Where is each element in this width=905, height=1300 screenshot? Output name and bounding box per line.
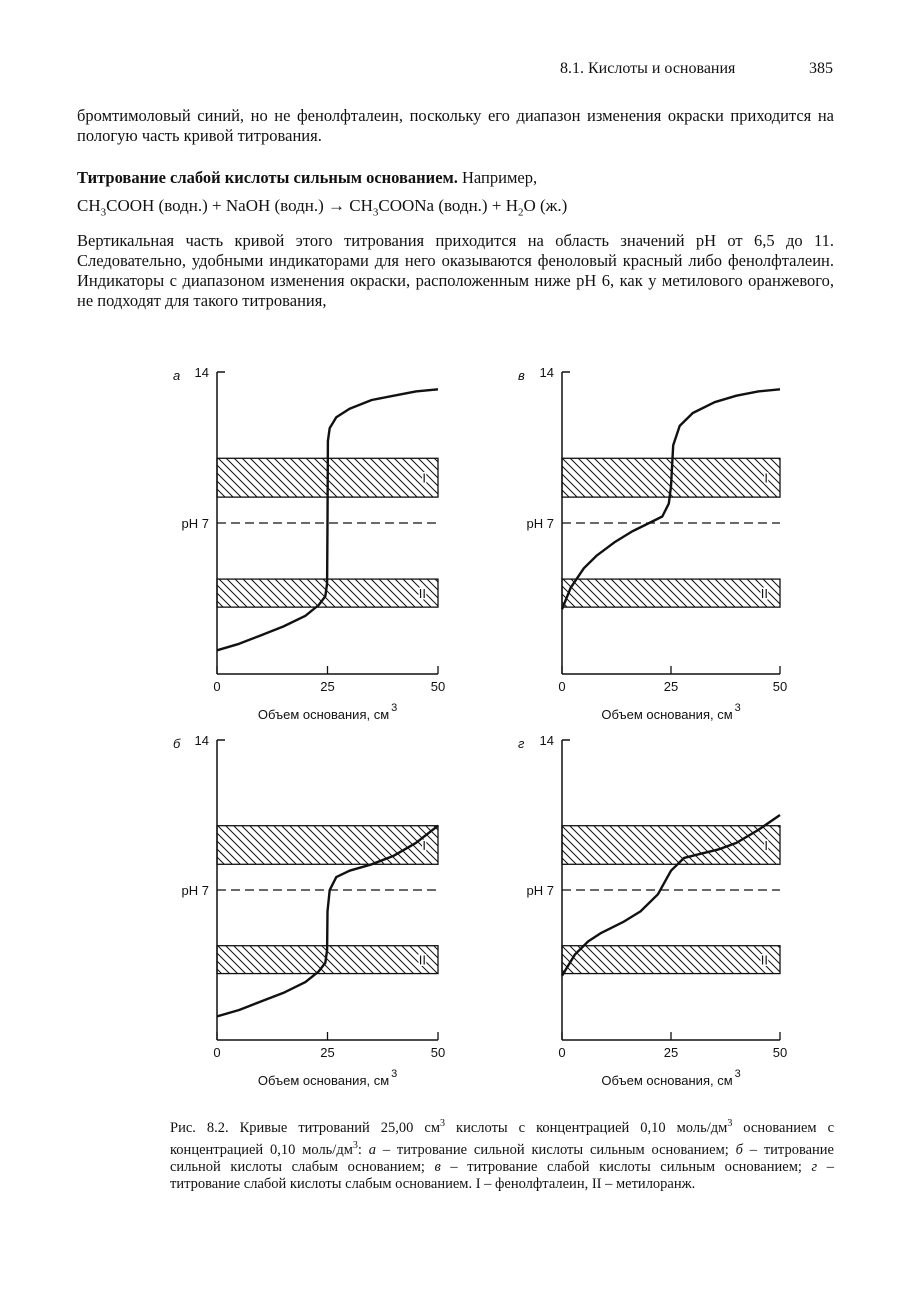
y-tick-label-ph7: pH 7 [526, 883, 554, 898]
y-tick-label-top: 14 [539, 733, 554, 748]
paragraph-1: бромтимоловый синий, но не фенолфталеин, поскольку его диапазон изменения окраски приходится на пологую часть кривой титрования. [77, 106, 834, 145]
chart-panel-3 [518, 365, 787, 722]
eq-arrow: → [323, 196, 350, 215]
eq-product-2b: O (ж.) [523, 196, 568, 215]
indicator-band-2 [562, 579, 780, 607]
x-tick-label: 0 [213, 679, 221, 694]
x-tick-label: 25 [663, 679, 679, 694]
y-tick-label-ph7: pH 7 [526, 516, 554, 531]
page-number: 385 [809, 60, 833, 77]
indicator-band-label: I [422, 838, 426, 853]
titration-curve [217, 389, 438, 650]
eq-product-1a: CH [349, 196, 373, 215]
eq-reactant-1a: CH [77, 196, 101, 215]
y-tick-label-ph7: pH 7 [181, 516, 209, 531]
x-axis-label-sup: 3 [734, 1068, 741, 1080]
indicator-band-label: I [764, 838, 768, 853]
x-axis-label-sup: 3 [391, 1068, 398, 1080]
caption-label-b: б [735, 1141, 743, 1158]
caption-s2: 3 [727, 1118, 733, 1129]
caption-t3: основанием с концентрацией 0,10 моль/дм [170, 1119, 835, 1158]
indicator-band-label: I [422, 470, 426, 486]
caption-t7: – титрование слабой кислоты сильным основанием; [440, 1158, 812, 1175]
x-tick-label: 0 [558, 1045, 566, 1060]
y-tick-label-top: 14 [194, 365, 209, 380]
indicator-band-1 [562, 826, 780, 865]
x-tick-label: 0 [558, 679, 566, 694]
panel-letter: в [518, 368, 525, 383]
y-tick-label-top: 14 [194, 733, 209, 748]
indicator-band-label: II [418, 952, 426, 968]
x-tick-label: 50 [772, 1045, 788, 1060]
running-head-section: 8.1. Кислоты и основания [560, 60, 736, 77]
caption-t2: кислоты с концентрацией 0,10 моль/дм [445, 1119, 728, 1136]
caption-t5: – титрование сильной кислоты сильным основанием; [376, 1141, 736, 1158]
chart-panel-4 [518, 733, 787, 1088]
eq-product-2-sub: 2 [517, 206, 524, 219]
eq-product-1b: COONa (водн.) [378, 196, 488, 215]
chart-panel-2 [173, 733, 445, 1088]
titration-curve [562, 389, 780, 609]
eq-product-1-sub: 3 [372, 206, 379, 219]
figure-caption [170, 1115, 834, 1193]
x-axis-label-sup: 3 [391, 702, 398, 714]
x-tick-label: 0 [213, 1045, 221, 1060]
eq-reactant-1-sub: 3 [100, 206, 107, 219]
y-tick-label-ph7: pH 7 [181, 883, 209, 898]
caption-s3: 3 [352, 1139, 358, 1151]
section-heading-bold: Титрование слабой кислоты сильным основанием. [77, 168, 458, 187]
section-heading-rest: Например, [457, 168, 538, 187]
caption-s1: 3 [440, 1118, 446, 1129]
caption-t4: : [357, 1141, 369, 1158]
y-tick-label-top: 14 [539, 365, 554, 380]
eq-reactant-2: NaOH (водн.) [225, 196, 324, 215]
x-axis-label: Объем основания, см [601, 1073, 733, 1088]
x-axis-label-sup: 3 [734, 702, 741, 714]
x-axis-label: Объем основания, см [601, 707, 733, 722]
caption-t1: Рис. 8.2. Кривые титрований 25,00 см [170, 1119, 441, 1136]
x-tick-label: 25 [320, 1045, 335, 1060]
indicator-band-label: II [760, 586, 768, 602]
indicator-band-label: I [764, 470, 768, 486]
panel-letter: г [518, 736, 525, 751]
x-axis-label: Объем основания, см [257, 1073, 390, 1088]
x-tick-label: 50 [430, 1045, 446, 1060]
chart-panel-1 [173, 365, 445, 722]
panel-letter: а [173, 368, 181, 383]
x-tick-label: 50 [430, 679, 446, 694]
caption-t6: – титрование сильной кислоты слабым основанием; [170, 1141, 834, 1175]
indicator-band-label: II [418, 586, 426, 602]
indicator-band-1 [217, 826, 438, 865]
indicator-band-2 [562, 946, 780, 974]
x-tick-label: 25 [320, 679, 335, 694]
caption-t8: – титрование слабой кислоты слабым основанием. I – фенолфталеин, II – метилоранж. [170, 1158, 835, 1192]
paragraph-2: Вертикальная часть кривой этого титрования приходится на область значений pH от 6,5 до 11. Следовательно, удобными индикаторами для него оказываются феноловый красный либо фенолфталеин. Индикаторы с диапазоном изменения окраски, расположенным ниже pH 6, как у метилового оранжевого, не подходят для такого титрования, [77, 231, 834, 310]
caption-label-a: а [368, 1141, 376, 1158]
eq-plus-2: + [487, 196, 506, 215]
x-tick-label: 50 [772, 679, 788, 694]
x-axis-label: Объем основания, см [257, 707, 390, 722]
eq-reactant-1b: COOH (водн.) [106, 196, 208, 215]
eq-product-2a: H [505, 196, 518, 215]
caption-label-v: в [434, 1158, 441, 1175]
eq-plus-1: + [207, 196, 226, 215]
indicator-band-label: II [760, 952, 768, 968]
caption-label-g: г [811, 1158, 818, 1175]
x-tick-label: 25 [663, 1045, 679, 1060]
panel-letter: б [173, 736, 181, 751]
